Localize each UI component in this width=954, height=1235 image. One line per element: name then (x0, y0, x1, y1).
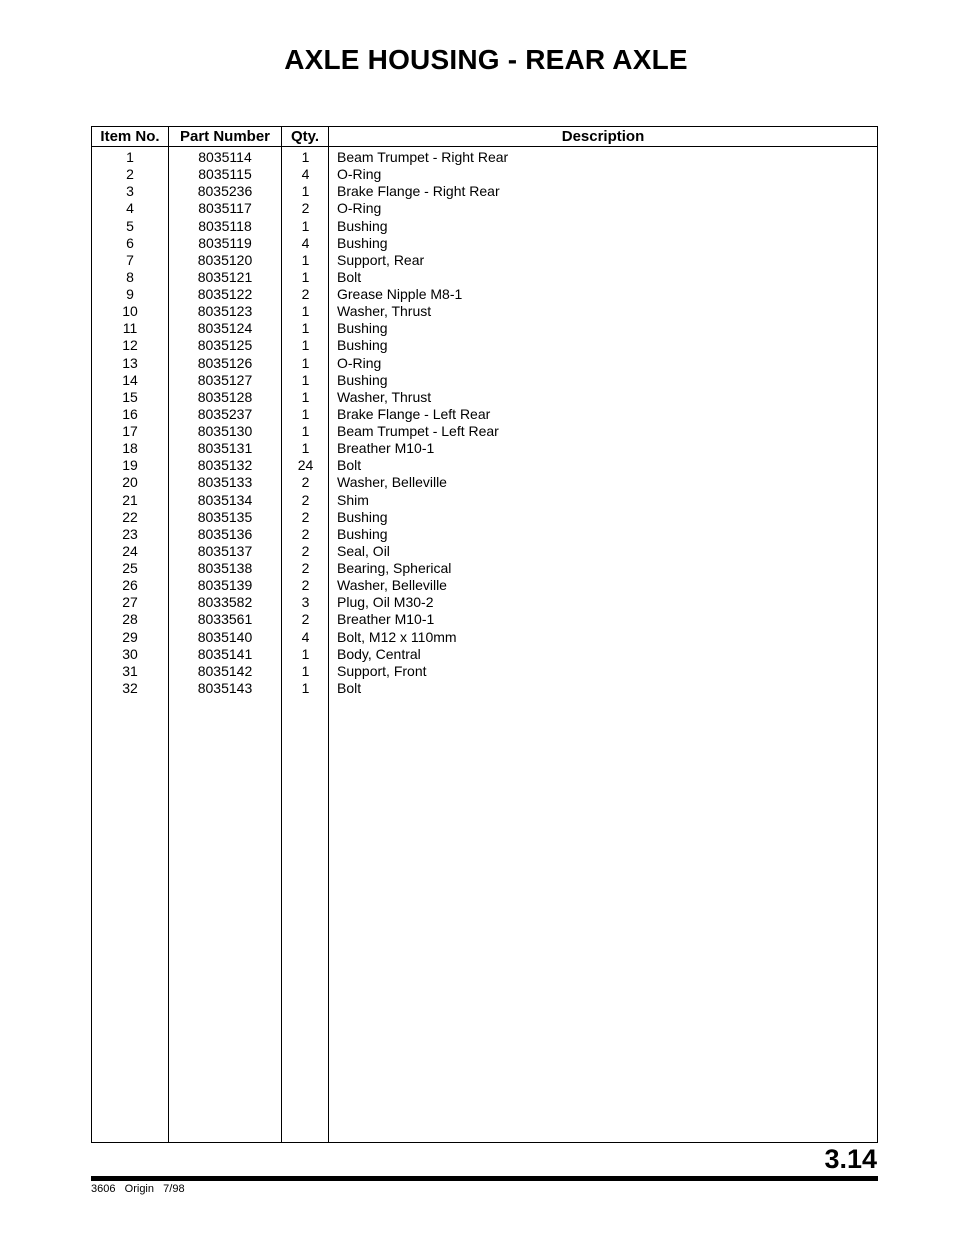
quantity-cell: 2 (301, 577, 310, 594)
item-number-cell: 29 (122, 628, 138, 645)
table-row (92, 337, 877, 354)
quantity-cell: 1 (301, 251, 310, 268)
quantity-cell: 1 (301, 662, 310, 679)
quantity-cell: 4 (301, 628, 310, 645)
item-number-cell: 28 (122, 611, 138, 628)
item-number-cell: 20 (122, 474, 138, 491)
quantity-cell: 3 (301, 594, 310, 611)
item-number-cell: 7 (126, 251, 134, 268)
quantity-cell: 2 (301, 542, 310, 559)
description-cell: O-Ring (337, 166, 382, 183)
part-number-cell: 8035118 (198, 217, 252, 234)
part-number-cell: 8035127 (197, 371, 253, 388)
quantity-cell: 2 (301, 491, 310, 508)
part-number-cell: 8035136 (197, 525, 253, 542)
part-number-cell: 8035114 (198, 149, 252, 165)
description-cell: Brake Flange - Right Rear (337, 183, 500, 200)
footer-model: 3606 (91, 1183, 116, 1195)
description-cell: Grease Nipple M8-1 (337, 286, 463, 302)
description-cell: Seal, Oil (337, 542, 390, 559)
description-cell: Breather M10-1 (337, 611, 435, 628)
item-number-cell: 25 (122, 560, 138, 576)
part-number-cell: 8035122 (197, 286, 253, 302)
quantity-cell: 1 (301, 320, 310, 337)
part-number-cell: 8035236 (197, 183, 253, 200)
table-row (92, 611, 877, 628)
item-number-cell: 9 (126, 286, 134, 302)
table-row (92, 560, 877, 577)
description-cell: Bolt (337, 268, 362, 285)
description-cell: Support, Front (337, 662, 427, 679)
table-row (92, 303, 877, 320)
parts-table (91, 126, 878, 1143)
quantity-cell: 1 (301, 423, 310, 439)
part-number-cell: 8035135 (197, 508, 253, 525)
part-number-cell: 8035143 (197, 679, 253, 696)
part-number-cell: 8033582 (197, 594, 253, 611)
item-number-cell: 23 (122, 525, 138, 542)
table-row (92, 457, 877, 474)
item-number-cell: 22 (122, 508, 138, 525)
table-row (92, 320, 877, 337)
table-row (92, 680, 877, 697)
item-number-cell: 4 (126, 200, 134, 217)
table-row (92, 252, 877, 269)
table-row (92, 286, 877, 303)
table-row (92, 440, 877, 457)
description-cell: Bearing, Spherical (337, 560, 452, 576)
part-number-cell: 8035132 (197, 457, 253, 474)
part-number-cell: 8035125 (197, 337, 253, 354)
part-number-cell: 8035140 (197, 628, 253, 645)
description-cell: Bolt (337, 679, 362, 696)
item-number-cell: 13 (122, 354, 138, 371)
table-row (92, 646, 877, 663)
quantity-cell: 1 (301, 354, 310, 371)
item-number-cell: 17 (122, 423, 138, 439)
quantity-cell: 2 (301, 200, 310, 217)
item-number-cell: 19 (122, 457, 138, 474)
quantity-cell: 2 (301, 286, 310, 302)
quantity-cell: 1 (301, 645, 310, 662)
page-number: 3.14 (824, 1144, 877, 1174)
quantity-cell: 2 (301, 560, 310, 576)
description-cell: Body, Central (337, 645, 421, 662)
quantity-cell: 1 (301, 679, 310, 696)
item-number-cell: 2 (126, 166, 134, 183)
item-number-cell: 3 (126, 183, 134, 200)
item-number-cell: 26 (122, 577, 138, 594)
part-number-cell: 8035134 (197, 491, 253, 508)
quantity-cell: 4 (301, 166, 310, 183)
table-row (92, 372, 877, 389)
item-number-cell: 30 (122, 645, 138, 662)
quantity-cell: 2 (301, 525, 310, 542)
table-row (92, 200, 877, 217)
description-cell: Bolt (337, 457, 362, 474)
description-cell: Washer, Thrust (337, 303, 432, 320)
table-row (92, 492, 877, 509)
header-part-number: Part Number (179, 128, 271, 145)
description-cell: Plug, Oil M30-2 (337, 594, 434, 611)
table-row (92, 183, 877, 200)
table-row (92, 355, 877, 372)
table-row (92, 218, 877, 235)
item-number-cell: 31 (122, 662, 138, 679)
description-cell: Brake Flange - Left Rear (337, 405, 491, 422)
part-number-cell: 8035130 (197, 423, 253, 439)
item-number-cell: 12 (122, 337, 138, 354)
table-row (92, 629, 877, 646)
table-row (92, 594, 877, 611)
table-row (92, 526, 877, 543)
table-row (92, 269, 877, 286)
part-number-cell: 8035131 (197, 440, 253, 457)
part-number-cell: 8035124 (197, 320, 253, 337)
page-title: AXLE HOUSING - REAR AXLE (284, 44, 688, 75)
quantity-cell: 1 (301, 217, 310, 234)
table-row (92, 235, 877, 252)
item-number-cell: 18 (122, 440, 138, 457)
item-number-cell: 16 (122, 405, 138, 422)
part-number-cell: 8035133 (197, 474, 253, 491)
quantity-cell: 1 (301, 183, 310, 200)
item-number-cell: 21 (122, 491, 138, 508)
table-row (92, 474, 877, 491)
table-row (92, 543, 877, 560)
part-number-cell: 8035121 (197, 268, 253, 285)
part-number-cell: 8035128 (197, 388, 253, 405)
item-number-cell: 10 (122, 303, 138, 320)
item-number-cell: 11 (122, 320, 138, 337)
description-cell: Washer, Thrust (337, 388, 432, 405)
description-cell: O-Ring (337, 354, 382, 371)
part-number-cell: 8035141 (197, 645, 253, 662)
table-body (92, 149, 877, 697)
part-number-cell: 8035139 (197, 577, 253, 594)
quantity-cell: 1 (301, 405, 310, 422)
item-number-cell: 5 (126, 217, 134, 234)
part-number-cell: 8035115 (198, 166, 252, 183)
header-divider (92, 146, 877, 147)
part-number-cell: 8035117 (198, 200, 252, 217)
table-row (92, 663, 877, 680)
header-qty: Qty. (290, 128, 320, 145)
part-number-cell: 8035123 (197, 303, 253, 320)
quantity-cell: 1 (301, 388, 310, 405)
table-row (92, 389, 877, 406)
part-number-cell: 8035120 (197, 251, 253, 268)
header-item-no: Item No. (100, 128, 160, 145)
footer (91, 1183, 185, 1195)
description-cell: Bushing (337, 234, 388, 251)
table-row (92, 577, 877, 594)
footer-label: Origin (124, 1183, 154, 1195)
description-cell: Bushing (337, 217, 388, 234)
quantity-cell: 2 (301, 611, 310, 628)
description-cell: Breather M10-1 (337, 440, 435, 457)
description-cell: Bushing (337, 508, 388, 525)
part-number-cell: 8035119 (198, 234, 252, 251)
item-number-cell: 14 (122, 371, 138, 388)
part-number-cell: 8035138 (197, 560, 253, 576)
quantity-cell: 24 (297, 457, 314, 474)
footer-rule (91, 1176, 878, 1181)
item-number-cell: 8 (126, 268, 134, 285)
description-cell: Support, Rear (337, 251, 425, 268)
table-row (92, 406, 877, 423)
quantity-cell: 1 (301, 303, 310, 320)
quantity-cell: 1 (301, 268, 310, 285)
table-row (92, 166, 877, 183)
description-cell: Washer, Belleville (337, 577, 447, 594)
footer-date: 7/98 (163, 1183, 185, 1195)
description-cell: Bushing (337, 371, 388, 388)
part-number-cell: 8035137 (197, 542, 253, 559)
item-number-cell: 6 (126, 234, 134, 251)
quantity-cell: 1 (301, 149, 310, 165)
item-number-cell: 24 (122, 542, 138, 559)
quantity-cell: 2 (301, 508, 310, 525)
item-number-cell: 32 (122, 679, 138, 696)
description-cell: Bushing (337, 337, 388, 354)
description-cell: Bushing (337, 320, 388, 337)
quantity-cell: 1 (301, 337, 310, 354)
description-cell: Washer, Belleville (337, 474, 447, 491)
part-number-cell: 8033561 (197, 611, 253, 628)
item-number-cell: 27 (122, 594, 138, 611)
description-cell: O-Ring (337, 200, 382, 217)
part-number-cell: 8035142 (197, 662, 253, 679)
part-number-cell: 8035126 (197, 354, 253, 371)
item-number-cell: 1 (126, 149, 134, 165)
header-description: Description (561, 128, 645, 145)
quantity-cell: 2 (301, 474, 310, 491)
description-cell: Shim (337, 491, 369, 508)
quantity-cell: 4 (301, 234, 310, 251)
part-number-cell: 8035237 (197, 405, 253, 422)
table-row (92, 423, 877, 440)
description-cell: Bolt, M12 x 110mm (337, 628, 457, 645)
description-cell: Beam Trumpet - Right Rear (337, 149, 509, 165)
quantity-cell: 1 (301, 440, 310, 457)
table-row (92, 149, 877, 166)
item-number-cell: 15 (122, 388, 138, 405)
quantity-cell: 1 (301, 371, 310, 388)
description-cell: Beam Trumpet - Left Rear (337, 423, 499, 439)
table-row (92, 509, 877, 526)
description-cell: Bushing (337, 525, 388, 542)
